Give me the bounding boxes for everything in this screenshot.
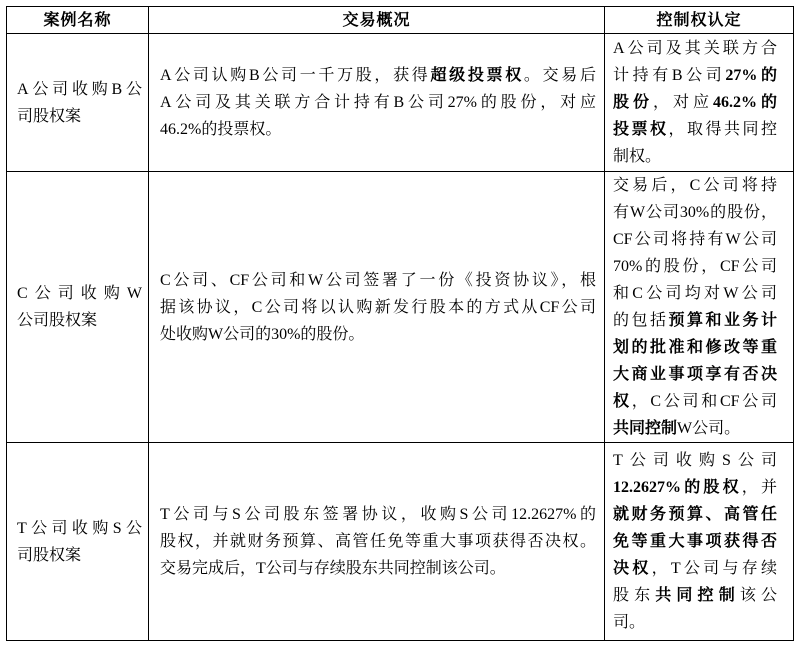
bold-text-segment: 预算和业务计 [668,312,777,329]
text-line [160,267,596,294]
control-determination-cell [605,172,793,442]
text-segment: A公司认购B公司一千万股，获得 [160,67,431,84]
cell-text-block [613,172,777,442]
text-segment: 该公 [739,587,777,604]
text-segment: 70%的股份，CF公司 [613,258,777,275]
case-name-cell [7,443,148,640]
text-segment: 公司股权案 [17,312,98,329]
text-segment: W公司。 [677,420,741,437]
text-line [613,199,777,226]
bold-text-segment: 超级投票权 [430,67,524,84]
bold-text-segment: 股份 [613,94,653,111]
text-segment: 股东 [613,587,656,604]
header-transaction-overview: 交易概况 [149,7,604,33]
text-line [160,321,596,348]
text-segment: A公司及其关联方合 [613,40,777,57]
text-line [613,609,777,636]
text-segment: 司股权案 [17,107,82,125]
text-line [160,555,596,582]
text-line [613,501,777,528]
cell-text-block [613,35,777,170]
text-line [613,447,777,474]
cell-text-block [160,267,596,348]
text-line [160,294,596,321]
text-segment: ，并 [741,479,777,496]
bold-text-segment: 就财务预算、高管任 [613,506,777,523]
text-line [613,116,777,143]
text-line [613,253,777,280]
case-name-cell [7,34,148,171]
text-segment: 司。 [613,614,646,631]
text-line [613,226,777,253]
text-line [17,76,142,103]
text-segment: 计持有B公司 [613,67,726,84]
text-segment: A公司及其关联方合计持有B公司27%的股份，对应 [160,94,596,111]
text-line [17,103,142,130]
text-line [613,89,777,116]
transaction-overview-cell [149,172,604,442]
bold-text-segment: 决权 [613,560,652,577]
text-segment: 。交易后 [523,67,596,84]
text-line [613,528,777,555]
text-line [613,474,777,501]
text-segment: 处收购W公司的30%的股份。 [160,325,365,343]
text-segment: 交易完成后，T公司与存续股东共同控制该公司。 [160,560,506,577]
text-line [613,62,777,89]
text-segment: T公司收购S公司 [613,452,777,469]
bold-text-segment: 共同控制 [655,587,740,604]
text-segment: 制权。 [613,148,662,165]
text-segment: T公司收购S公 [17,519,142,537]
text-line [17,542,142,569]
text-line [17,280,142,307]
text-line [160,528,596,555]
text-segment: 交易后，C公司将持 [613,177,777,194]
text-segment: T公司与S公司股东签署协议，收购S公司12.2627%的 [160,506,596,523]
bold-text-segment: 免等重大事项获得否 [613,533,777,550]
control-determination-cell [605,443,793,640]
text-line [160,116,596,143]
text-segment: 和C公司均对W公司 [613,285,777,302]
text-line [613,35,777,62]
text-segment: ，对应 [653,94,713,111]
text-segment: 有W公司30%的股份， [613,204,777,221]
cell-text-block [17,280,142,334]
cell-text-block [613,447,777,636]
text-segment: ，取得共同控 [668,121,777,138]
bold-text-segment: 权 [613,393,632,410]
text-line [613,415,777,442]
transaction-overview-cell [149,34,604,171]
text-line [613,388,777,415]
bold-text-segment: 27%的 [725,67,777,84]
text-line [613,555,777,582]
text-segment: CF公司将持有W公司 [613,231,777,248]
text-line [17,307,142,334]
text-line [613,582,777,609]
text-segment: ，C公司和CF公司 [631,393,777,410]
bold-text-segment: 46.2%的 [712,94,777,111]
header-case-name: 案例名称 [7,7,148,33]
text-segment: A公司收购B公 [17,80,142,98]
text-line [613,172,777,199]
cell-text-block [160,62,596,143]
text-segment: 46.2%的投票权。 [160,121,282,138]
text-segment: ，T公司与存续 [651,560,777,577]
text-segment: 司股权案 [17,546,82,564]
control-determination-cell [605,34,793,171]
text-line [160,89,596,116]
text-segment: C公司收购W [17,285,142,302]
control-determination-table [6,6,794,641]
text-line [613,143,777,170]
text-line [613,307,777,334]
case-name-cell [7,172,148,442]
text-line [613,280,777,307]
text-segment: C公司、CF公司和W公司签署了一份《投资协议》，根 [160,271,596,289]
text-segment: 据该协议，C公司将以认购新发行股本的方式从CF公司 [160,298,596,316]
bold-text-segment: 共同控制 [613,420,678,437]
cell-text-block [17,76,142,130]
transaction-overview-cell [149,443,604,640]
header-control-determination: 控制权认定 [605,7,793,33]
bold-text-segment: 大商业事项享有否决 [613,366,777,383]
bold-text-segment: 投票权 [613,121,669,138]
text-line [17,515,142,542]
text-line [160,501,596,528]
bold-text-segment: 划的批准和修改等重 [613,339,777,356]
text-segment: 的包括 [613,312,669,329]
text-line [160,62,596,89]
cell-text-block [17,515,142,569]
bold-text-segment: 12.2627%的股权 [613,479,742,496]
text-line [613,334,777,361]
cell-text-block [160,501,596,582]
text-segment: 股权，并就财务预算、高管任免等重大事项获得否决权。 [160,533,596,550]
text-line [613,361,777,388]
